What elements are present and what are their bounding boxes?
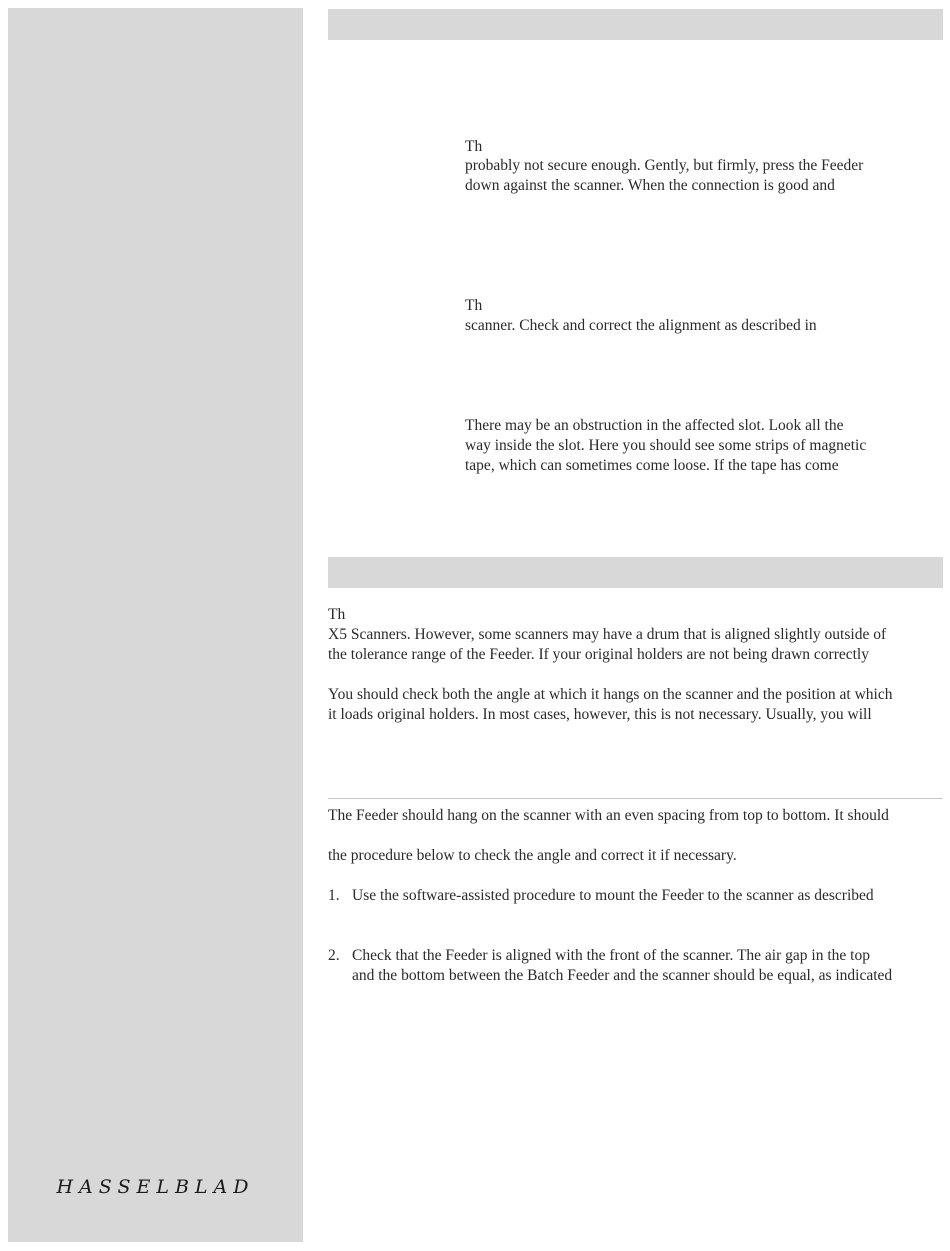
step-2-number: 2.	[328, 947, 340, 964]
sidebar-panel	[8, 8, 303, 1242]
step-2-line-2: and the bottom between the Batch Feeder and the scanner should be equal, as indicated	[352, 967, 893, 984]
hasselblad-logo: HASSELBLAD	[56, 1176, 255, 1198]
alignment-intro-line-3: the tolerance range of the Feeder. If your original holders are not being drawn correctly	[328, 646, 869, 663]
section-divider	[328, 798, 943, 799]
trouble-1-line-1: Th	[465, 138, 483, 155]
trouble-3-line-2: way inside the slot. Here you should see some strips of magnetic	[465, 437, 867, 454]
step-2-line-1: Check that the Feeder is aligned with the front of the scanner. The air gap in the top	[352, 947, 870, 964]
step-1-number: 1.	[328, 887, 340, 904]
alignment-check-line-1: You should check both the angle at which it hangs on the scanner and the position at which	[328, 686, 893, 703]
step-1-line-1: Use the software-assisted procedure to mount the Feeder to the scanner as described	[352, 887, 874, 904]
trouble-3-line-3: tape, which can sometimes come loose. If the tape has come	[465, 457, 839, 474]
angle-intro-line-2: the procedure below to check the angle and correct it if necessary.	[328, 847, 737, 864]
alignment-intro-line-2: X5 Scanners. However, some scanners may have a drum that is aligned slightly outside of	[328, 626, 887, 643]
trouble-2-line-2: scanner. Check and correct the alignment as described in	[465, 317, 817, 334]
alignment-intro-line-1: Th	[328, 606, 346, 623]
section-header-bar-alignment	[328, 557, 943, 588]
section-header-bar-top	[328, 9, 943, 40]
alignment-check-line-2: it loads original holders. In most cases, however, this is not necessary. Usually, you will	[328, 706, 872, 723]
trouble-1-line-3: down against the scanner. When the connection is good and	[465, 177, 835, 194]
trouble-2-line-1: Th	[465, 297, 483, 314]
trouble-3-line-1: There may be an obstruction in the affected slot. Look all the	[465, 417, 844, 434]
trouble-1-line-2: probably not secure enough. Gently, but firmly, press the Feeder	[465, 157, 864, 174]
angle-intro-line-1: The Feeder should hang on the scanner with an even spacing from top to bottom. It should	[328, 807, 889, 824]
